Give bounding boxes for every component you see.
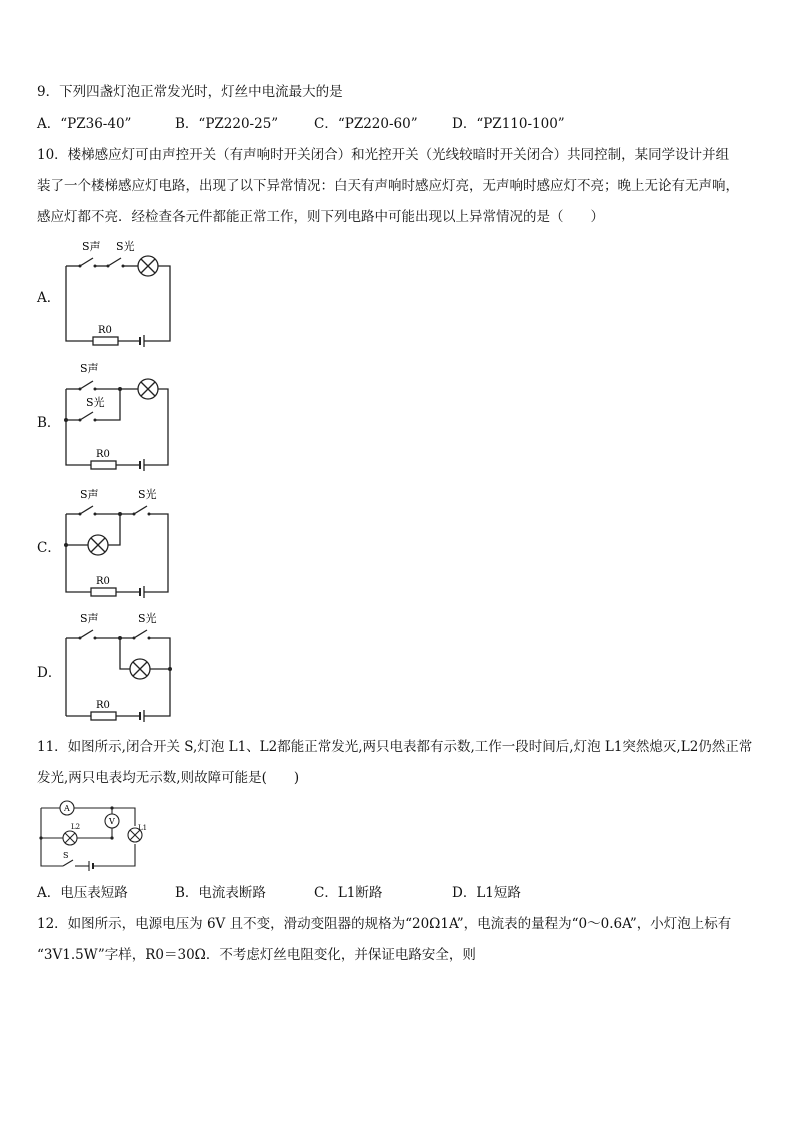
- circuit-a-switch-sound-label: S声: [82, 240, 101, 253]
- q10-stem-line3: 感应灯都不亮．经检查各元件都能正常工作，则下列电路中可能出现以上异常情况的是（ ）: [37, 209, 604, 225]
- q11-l2-label: L2: [71, 823, 81, 831]
- q11-switch-label: S: [63, 851, 69, 860]
- circuit-d-diagram: [60, 608, 180, 724]
- circuit-b-resistor-label: R0: [96, 449, 110, 460]
- q11-circuit-diagram: [37, 796, 157, 872]
- circuit-b-diagram: [60, 358, 180, 472]
- q10-stem-line1: 10．楼梯感应灯可由声控开关（有声响时开关闭合）和光控开关（光线较暗时开关闭合）共同控制，某同学设计并组: [37, 147, 730, 163]
- q11-voltmeter-label: V: [109, 817, 115, 826]
- q10-stem-line2: 装了一个楼梯感应灯电路，出现了以下异常情况：白天有声响时感应灯亮，无声响时感应灯不亮；晚上无论有无声响，: [37, 178, 739, 194]
- q9-option-a: A．“PZ36-40”: [37, 116, 132, 132]
- q11-stem-line1: 11．如图所示,闭合开关 S,灯泡 L1、L2都能正常发光,两只电表都有示数,工作一段时间后,灯泡 L1突然熄灭,L2仍然正常: [37, 739, 753, 755]
- q11-l1-label: L1: [138, 824, 148, 832]
- circuit-b-switch-light-label: S光: [86, 396, 105, 409]
- circuit-c-diagram: [60, 484, 180, 600]
- q9-option-d: D．“PZ110-100”: [452, 116, 565, 132]
- circuit-d-resistor-label: R0: [96, 700, 110, 711]
- q10-option-a-label: A．: [37, 290, 61, 306]
- q11-option-a: A．电压表短路: [37, 885, 128, 901]
- q10-option-d-label: D．: [37, 665, 62, 681]
- circuit-a-diagram: [60, 236, 180, 354]
- q11-option-c: C．L1断路: [314, 885, 383, 901]
- circuit-c-resistor-label: R0: [96, 576, 110, 587]
- circuit-c-switch-sound-label: S声: [80, 488, 99, 501]
- circuit-a-resistor-label: R0: [98, 325, 112, 336]
- q11-stem-line2: 发光,两只电表均无示数,则故障可能是( ): [37, 770, 300, 786]
- q12-stem-line2: “3V1.5W”字样，R0＝30Ω．不考虑灯丝电阻变化，并保证电路安全，则: [37, 947, 476, 963]
- q9-stem: 9．下列四盏灯泡正常发光时，灯丝中电流最大的是: [37, 84, 343, 100]
- q11-ammeter-label: A: [64, 804, 70, 813]
- circuit-d-switch-sound-label: S声: [80, 612, 99, 625]
- circuit-c-switch-light-label: S光: [138, 488, 157, 501]
- q12-stem-line1: 12．如图所示，电源电压为 6V 且不变，滑动变阻器的规格为“20Ω1A”，电流表的量程为“0～0.6A”，小灯泡上标有: [37, 916, 732, 932]
- q9-option-c: C．“PZ220-60”: [314, 116, 418, 132]
- circuit-a-switch-light-label: S光: [116, 240, 135, 253]
- q11-option-b: B．电流表断路: [175, 885, 266, 901]
- q11-option-d: D．L1短路: [452, 885, 521, 901]
- q10-option-c-label: C．: [37, 540, 61, 556]
- q10-option-b-label: B．: [37, 415, 61, 431]
- circuit-d-switch-light-label: S光: [138, 612, 157, 625]
- q9-option-b: B．“PZ220-25”: [175, 116, 279, 132]
- circuit-b-switch-sound-label: S声: [80, 362, 99, 375]
